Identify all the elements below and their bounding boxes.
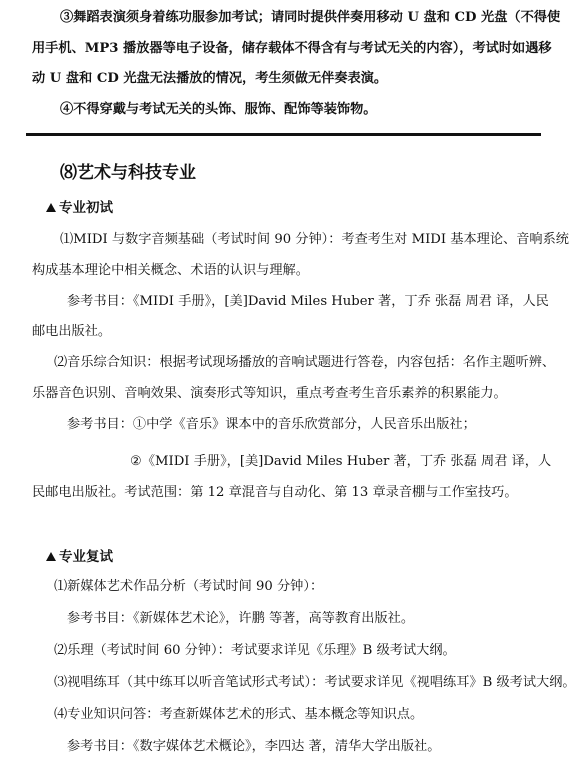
initial-line-1: ⑴MIDI 与数字音频基础（考试时间 90 分钟）：考查考生对 MIDI 基本理论、音响系统: [60, 232, 569, 247]
triangle-icon: [46, 203, 56, 212]
top-paragraph-line-4: ④不得穿戴与考试无关的头饰、服饰、配饰等装饰物。: [60, 102, 377, 117]
initial-line-9: 民邮电出版社。考试范围：第 12 章混音与自动化、第 13 章录音棚与工作室技巧。: [32, 485, 518, 500]
initial-line-7: 参考书目：①中学《音乐》课本中的音乐欣赏部分，人民音乐出版社；: [67, 417, 476, 432]
section-title: ⑻艺术与科技专业: [60, 163, 196, 183]
initial-line-8: ②《MIDI 手册》，[美]David Miles Huber 著，丁乔 张磊 周君 译，人: [130, 454, 552, 469]
initial-line-5: ⑵音乐综合知识：根据考试现场播放的音响试题进行答卷，内容包括：名作主题听辨、: [54, 355, 556, 370]
initial-exam-heading-label: 专业初试: [59, 200, 113, 216]
initial-line-4: 邮电出版社。: [32, 324, 112, 339]
initial-line-6: 乐器音色识别、音响效果、演奏形式等知识，重点考查考生音乐素养的积累能力。: [32, 386, 507, 401]
top-paragraph-line-1: ③舞蹈表演须身着练功服参加考试；请同时提供伴奏用移动 U 盘和 CD 光盘（不得使: [60, 10, 561, 25]
retest-heading: [46, 545, 113, 565]
top-paragraph-line-3: 动 U 盘和 CD 光盘无法播放的情况，考生须做无伴奏表演。: [32, 71, 388, 86]
retest-line-3: ⑵乐理（考试时间 60 分钟）：考试要求详见《乐理》B 级考试大纲。: [54, 643, 456, 658]
triangle-icon: [46, 552, 56, 561]
retest-line-6: 参考书目：《数字媒体艺术概论》，李四达 著，清华大学出版社。: [67, 739, 441, 754]
section-divider: [26, 133, 541, 136]
retest-line-2: 参考书目：《新媒体艺术论》，许鹏 等著，高等教育出版社。: [67, 611, 415, 626]
initial-exam-heading: [46, 196, 113, 216]
initial-line-2: 构成基本理论中相关概念、术语的认识与理解。: [32, 263, 309, 278]
retest-line-4: ⑶视唱练耳（其中练耳以听音笔试形式考试）：考试要求详见《视唱练耳》B 级考试大纲。: [54, 675, 576, 690]
retest-line-1: ⑴新媒体艺术作品分析（考试时间 90 分钟）：: [54, 579, 324, 594]
top-paragraph-line-2: 用手机、MP3 播放器等电子设备，储存载体不得含有与考试无关的内容），考试时如遇移: [32, 41, 552, 56]
retest-line-5: ⑷专业知识问答：考查新媒体艺术的形式、基本概念等知识点。: [54, 707, 424, 722]
retest-heading-label: 专业复试: [59, 549, 113, 565]
initial-line-3: 参考书目：《MIDI 手册》，[美]David Miles Huber 著，丁乔 张磊 周君 译，人民: [67, 294, 549, 309]
